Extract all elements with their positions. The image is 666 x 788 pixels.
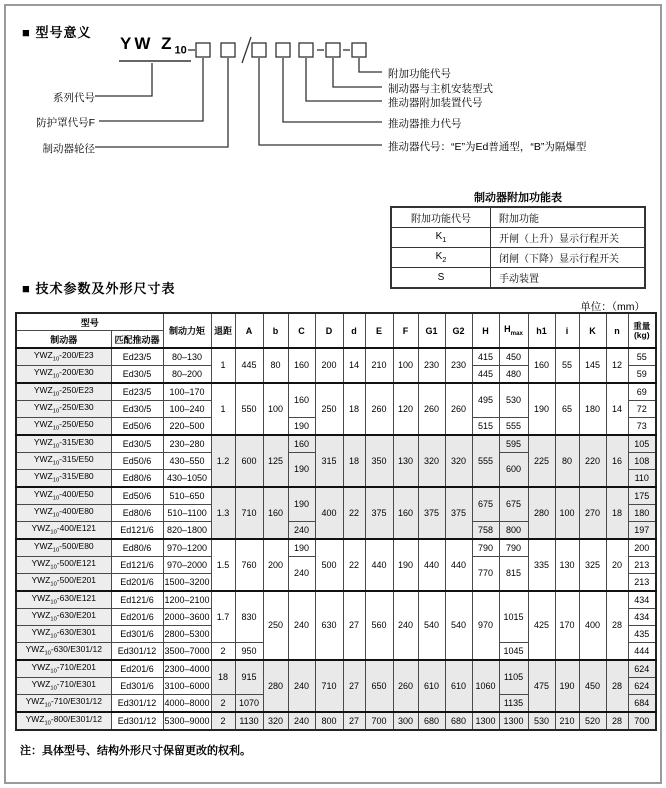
- section-title-spec: ■ 技术参数及外形尺寸表: [22, 281, 176, 296]
- model-cell: $YWZ_{10}-400/E80$: [16, 505, 111, 522]
- value-cell: Ed201/6: [111, 660, 163, 678]
- model-cell: $YWZ_{10}-500/E121$: [16, 557, 111, 574]
- diagram-label-wheel: 制动器轮径: [42, 143, 95, 155]
- value-cell: 624: [628, 660, 656, 678]
- value-cell: 12: [606, 348, 628, 383]
- value-cell: 280: [528, 487, 555, 539]
- value-cell: 190: [288, 539, 315, 557]
- value-cell: 680: [418, 712, 445, 730]
- value-cell: 190: [288, 487, 315, 522]
- value-cell: 213: [628, 574, 656, 592]
- value-cell: Ed23/5: [111, 348, 163, 366]
- model-cell: $YWZ_{10}-315/E80$: [16, 470, 111, 488]
- spec-header-C: C: [288, 313, 315, 348]
- value-cell: 260: [393, 660, 418, 712]
- value-cell: 240: [288, 660, 315, 712]
- function-table-header-code: 附加功能代号: [391, 207, 491, 228]
- value-cell: 250: [263, 591, 288, 660]
- model-cell: $YWZ_{10}-630/E121$: [16, 591, 111, 609]
- section-title-model-meaning: ■ 型号意义: [22, 25, 92, 40]
- value-cell: 530: [528, 712, 555, 730]
- value-cell: 758: [472, 522, 499, 540]
- model-cell: $YWZ_{10}-500/E201$: [16, 574, 111, 592]
- value-cell: 28: [606, 712, 628, 730]
- value-cell: 320: [445, 435, 472, 487]
- value-cell: 270: [579, 487, 606, 539]
- value-cell: 105: [628, 435, 656, 453]
- value-cell: 970–2000: [163, 557, 211, 574]
- value-cell: 430–550: [163, 453, 211, 470]
- value-cell: Ed201/6: [111, 574, 163, 592]
- value-cell: 950: [235, 643, 263, 661]
- value-cell: 1130: [235, 712, 263, 730]
- value-cell: 440: [365, 539, 393, 591]
- model-cell: $YWZ_{10}-630/E201$: [16, 609, 111, 626]
- value-cell: 108: [628, 453, 656, 470]
- spec-header-F: F: [393, 313, 418, 348]
- diagram-label-mount: 制动器与主机安装型式: [388, 83, 493, 95]
- value-cell: Ed121/6: [111, 557, 163, 574]
- value-cell: 400: [315, 487, 343, 539]
- spec-header-weight: [628, 313, 656, 348]
- model-cell: $YWZ_{10}-200/E30$: [16, 366, 111, 384]
- value-cell: Ed201/6: [111, 609, 163, 626]
- value-cell: 28: [606, 660, 628, 712]
- value-cell: 55: [628, 348, 656, 366]
- value-cell: 130: [555, 539, 579, 591]
- value-cell: 1500–3200: [163, 574, 211, 592]
- value-cell: 1300: [472, 712, 499, 730]
- function-code-cell: $K_2$: [391, 248, 491, 268]
- value-cell: 69: [628, 383, 656, 401]
- spec-header-D: D: [315, 313, 343, 348]
- spec-header-n: n: [606, 313, 628, 348]
- value-cell: 170: [555, 591, 579, 660]
- spec-header-i: i: [555, 313, 579, 348]
- value-cell: 530: [499, 383, 528, 418]
- value-cell: 190: [528, 383, 555, 435]
- diagram-label-thruster: 推动器代号：“E”为Ed普通型，“B”为隔爆型: [388, 141, 587, 153]
- value-cell: 800: [315, 712, 343, 730]
- value-cell: 220–500: [163, 418, 211, 436]
- spec-header-K: K: [579, 313, 606, 348]
- value-cell: Ed30/5: [111, 435, 163, 453]
- value-cell: 240: [288, 522, 315, 540]
- value-cell: 22: [343, 539, 365, 591]
- value-cell: 440: [418, 539, 445, 591]
- value-cell: 450: [579, 660, 606, 712]
- value-cell: Ed80/6: [111, 505, 163, 522]
- value-cell: 65: [555, 383, 579, 435]
- function-table-header-func: 附加功能: [491, 207, 646, 228]
- value-cell: 18: [211, 660, 235, 695]
- spec-header-h1: h1: [528, 313, 555, 348]
- value-cell: 555: [472, 435, 499, 487]
- weight-unit: (kg): [633, 329, 650, 340]
- unit-label: 单位：（mm）: [580, 301, 645, 313]
- value-cell: 320: [418, 435, 445, 487]
- value-cell: 120: [393, 383, 418, 435]
- value-cell: 190: [288, 418, 315, 436]
- value-cell: 1105: [499, 660, 528, 695]
- value-cell: 375: [365, 487, 393, 539]
- function-code-cell: S: [391, 268, 491, 289]
- value-cell: 145: [579, 348, 606, 383]
- value-cell: 175: [628, 487, 656, 505]
- value-cell: 970: [472, 591, 499, 660]
- value-cell: 430–1050: [163, 470, 211, 488]
- value-cell: 22: [343, 487, 365, 539]
- model-cell: $YWZ_{10}-710/E301$: [16, 678, 111, 695]
- value-cell: 80–130: [163, 348, 211, 366]
- value-cell: 280: [263, 660, 288, 712]
- value-cell: 375: [418, 487, 445, 539]
- value-cell: 515: [472, 418, 499, 436]
- value-cell: Ed80/6: [111, 539, 163, 557]
- function-table-title: 制动器附加功能表: [474, 192, 562, 204]
- spec-table-row: [16, 348, 656, 366]
- model-cell: $YWZ_{10}-400/E121$: [16, 522, 111, 540]
- value-cell: 80: [555, 435, 579, 487]
- value-cell: 240: [393, 591, 418, 660]
- footnote: 注：具体型号、结构外形尺寸保留更改的权利。: [20, 745, 251, 757]
- diagram-label-thrust: 推动器推力代号: [388, 118, 462, 130]
- value-cell: 230: [445, 348, 472, 383]
- value-cell: 440: [445, 539, 472, 591]
- value-cell: 800: [499, 522, 528, 540]
- value-cell: 520: [579, 712, 606, 730]
- value-cell: 240: [288, 591, 315, 660]
- value-cell: Ed50/6: [111, 453, 163, 470]
- value-cell: 72: [628, 401, 656, 418]
- value-cell: Ed50/6: [111, 487, 163, 505]
- value-cell: 220: [579, 435, 606, 487]
- function-desc-cell: 手动装置: [491, 268, 646, 289]
- value-cell: 480: [499, 366, 528, 384]
- function-code-cell: $K_1$: [391, 228, 491, 248]
- value-cell: 445: [472, 366, 499, 384]
- value-cell: 260: [445, 383, 472, 435]
- value-cell: 200: [315, 348, 343, 383]
- spec-header-gap: 退距: [211, 313, 235, 348]
- value-cell: 180: [579, 383, 606, 435]
- value-cell: 300: [393, 712, 418, 730]
- value-cell: 3100–6000: [163, 678, 211, 695]
- value-cell: 100–170: [163, 383, 211, 401]
- value-cell: 820–1800: [163, 522, 211, 540]
- diagram-label-cover: 防护罩代号F: [36, 117, 95, 129]
- value-cell: 59: [628, 366, 656, 384]
- value-cell: 2: [211, 695, 235, 713]
- value-cell: Ed30/5: [111, 401, 163, 418]
- spec-header-model-group: 型号: [16, 313, 163, 331]
- value-cell: 125: [263, 435, 288, 487]
- value-cell: 540: [418, 591, 445, 660]
- value-cell: 240: [288, 712, 315, 730]
- value-cell: 375: [445, 487, 472, 539]
- hmax-main: H: [504, 324, 511, 335]
- value-cell: 1.2: [211, 435, 235, 487]
- model-cell: $YWZ_{10}-200/E23$: [16, 348, 111, 366]
- value-cell: 555: [499, 418, 528, 436]
- value-cell: 2000–3600: [163, 609, 211, 626]
- value-cell: 970–1200: [163, 539, 211, 557]
- value-cell: 335: [528, 539, 555, 591]
- value-cell: 230: [418, 348, 445, 383]
- value-cell: 2300–4000: [163, 660, 211, 678]
- spec-table-row: [16, 539, 656, 557]
- function-table-row: [391, 268, 645, 289]
- value-cell: 1060: [472, 660, 499, 712]
- spec-header-d: d: [343, 313, 365, 348]
- spec-table-row: [16, 591, 656, 609]
- value-cell: 550: [235, 383, 263, 435]
- value-cell: Ed121/6: [111, 522, 163, 540]
- model-cell: $YWZ_{10}-800/E301/12$: [16, 712, 111, 730]
- value-cell: 790: [499, 539, 528, 557]
- value-cell: 18: [343, 435, 365, 487]
- value-cell: 100: [393, 348, 418, 383]
- weight-label: 重量: [633, 320, 651, 331]
- value-cell: 560: [365, 591, 393, 660]
- value-cell: 14: [606, 383, 628, 435]
- value-cell: 160: [263, 487, 288, 539]
- value-cell: 320: [263, 712, 288, 730]
- model-sub: 10: [174, 44, 187, 57]
- value-cell: 3500–7000: [163, 643, 211, 661]
- value-cell: 630: [315, 591, 343, 660]
- value-cell: 160: [393, 487, 418, 539]
- value-cell: 500: [315, 539, 343, 591]
- value-cell: 1: [211, 383, 235, 435]
- value-cell: 160: [288, 348, 315, 383]
- value-cell: 210: [365, 348, 393, 383]
- diagram-label-addfunc: 附加功能代号: [388, 68, 451, 80]
- value-cell: 444: [628, 643, 656, 661]
- value-cell: 160: [288, 435, 315, 453]
- value-cell: 650: [365, 660, 393, 712]
- diagram-label-series: 系列代号: [53, 92, 95, 104]
- value-cell: 130: [393, 435, 418, 487]
- value-cell: 1070: [235, 695, 263, 713]
- model-code-text: [120, 34, 187, 56]
- value-cell: 325: [579, 539, 606, 591]
- value-cell: 1045: [499, 643, 528, 661]
- function-desc-cell: 开闸（上升）显示行程开关: [491, 228, 646, 248]
- value-cell: 790: [472, 539, 499, 557]
- value-cell: Ed301/12: [111, 712, 163, 730]
- value-cell: Ed80/6: [111, 470, 163, 488]
- model-cell: $YWZ_{10}-400/E50$: [16, 487, 111, 505]
- value-cell: 315: [315, 435, 343, 487]
- value-cell: 450: [499, 348, 528, 366]
- spec-header-brake: 制动器: [16, 331, 111, 349]
- value-cell: 1015: [499, 591, 528, 643]
- value-cell: 190: [288, 453, 315, 488]
- value-cell: 197: [628, 522, 656, 540]
- hmax-sub: max: [510, 329, 523, 337]
- value-cell: 1: [211, 348, 235, 383]
- model-cell: $YWZ_{10}-630/E301/12$: [16, 643, 111, 661]
- value-cell: 710: [235, 487, 263, 539]
- value-cell: 2800–5300: [163, 626, 211, 643]
- value-cell: 1.3: [211, 487, 235, 539]
- model-cell: $YWZ_{10}-315/E30$: [16, 435, 111, 453]
- function-table-header-row: [391, 207, 645, 228]
- value-cell: 434: [628, 591, 656, 609]
- value-cell: 55: [555, 348, 579, 383]
- model-cell: $YWZ_{10}-500/E80$: [16, 539, 111, 557]
- value-cell: 1200–2100: [163, 591, 211, 609]
- value-cell: 18: [343, 383, 365, 435]
- value-cell: Ed301/6: [111, 678, 163, 695]
- value-cell: 915: [235, 660, 263, 695]
- value-cell: 16: [606, 435, 628, 487]
- value-cell: 510–1100: [163, 505, 211, 522]
- value-cell: 190: [555, 660, 579, 712]
- spec-table: [15, 312, 657, 731]
- value-cell: 600: [235, 435, 263, 487]
- model-cell: $YWZ_{10}-250/E23$: [16, 383, 111, 401]
- spec-header-G1: G1: [418, 313, 445, 348]
- value-cell: 830: [235, 591, 263, 643]
- value-cell: 27: [343, 660, 365, 712]
- value-cell: 2: [211, 643, 235, 661]
- value-cell: Ed50/6: [111, 418, 163, 436]
- value-cell: 610: [445, 660, 472, 712]
- value-cell: 225: [528, 435, 555, 487]
- spec-header-thruster: 匹配推动器: [111, 331, 163, 349]
- spec-table-row: [16, 435, 656, 453]
- value-cell: 210: [555, 712, 579, 730]
- value-cell: 434: [628, 609, 656, 626]
- value-cell: 684: [628, 695, 656, 713]
- value-cell: 510–650: [163, 487, 211, 505]
- value-cell: 73: [628, 418, 656, 436]
- value-cell: 1.7: [211, 591, 235, 643]
- model-cell: $YWZ_{10}-250/E50$: [16, 418, 111, 436]
- value-cell: Ed301/6: [111, 626, 163, 643]
- function-table-row: [391, 248, 645, 268]
- value-cell: 28: [606, 591, 628, 660]
- function-desc-cell: 闭闸（下降）显示行程开关: [491, 248, 646, 268]
- spec-header-b: b: [263, 313, 288, 348]
- value-cell: 27: [343, 712, 365, 730]
- value-cell: 260: [365, 383, 393, 435]
- value-cell: 190: [393, 539, 418, 591]
- value-cell: 815: [499, 557, 528, 592]
- spec-header-torque: 制动力矩: [163, 313, 211, 348]
- brake-function-table: [390, 206, 646, 289]
- value-cell: Ed23/5: [111, 383, 163, 401]
- spec-header-G2: G2: [445, 313, 472, 348]
- value-cell: 230–280: [163, 435, 211, 453]
- value-cell: 425: [528, 591, 555, 660]
- value-cell: 710: [315, 660, 343, 712]
- value-cell: 700: [628, 712, 656, 730]
- model-prefix: YW Z: [120, 34, 175, 53]
- value-cell: 160: [288, 383, 315, 418]
- value-cell: 100: [263, 383, 288, 435]
- value-cell: Ed301/12: [111, 643, 163, 661]
- model-cell: $YWZ_{10}-250/E30$: [16, 401, 111, 418]
- value-cell: 240: [288, 557, 315, 592]
- value-cell: 18: [606, 487, 628, 539]
- value-cell: 680: [445, 712, 472, 730]
- value-cell: 624: [628, 678, 656, 695]
- value-cell: 14: [343, 348, 365, 383]
- model-cell: $YWZ_{10}-710/E301/12$: [16, 695, 111, 713]
- value-cell: 1.5: [211, 539, 235, 591]
- value-cell: 475: [528, 660, 555, 712]
- value-cell: 400: [579, 591, 606, 660]
- value-cell: 5300–9000: [163, 712, 211, 730]
- value-cell: 160: [528, 348, 555, 383]
- value-cell: 4000–8000: [163, 695, 211, 713]
- value-cell: 415: [472, 348, 499, 366]
- value-cell: 20: [606, 539, 628, 591]
- value-cell: 760: [235, 539, 263, 591]
- value-cell: 213: [628, 557, 656, 574]
- value-cell: 80: [263, 348, 288, 383]
- value-cell: 700: [365, 712, 393, 730]
- model-cell: $YWZ_{10}-710/E201$: [16, 660, 111, 678]
- value-cell: 2: [211, 712, 235, 730]
- value-cell: 100: [555, 487, 579, 539]
- value-cell: 675: [472, 487, 499, 522]
- value-cell: 610: [418, 660, 445, 712]
- model-cell: $YWZ_{10}-315/E50$: [16, 453, 111, 470]
- value-cell: 180: [628, 505, 656, 522]
- spec-header-H: H: [472, 313, 499, 348]
- spec-header-A: A: [235, 313, 263, 348]
- value-cell: Ed30/5: [111, 366, 163, 384]
- spec-header-row-1: [16, 313, 656, 331]
- value-cell: 100–240: [163, 401, 211, 418]
- spec-table-row: [16, 712, 656, 730]
- spec-header-Hmax: [499, 313, 528, 348]
- value-cell: 600: [499, 453, 528, 488]
- value-cell: 250: [315, 383, 343, 435]
- spec-header-E: E: [365, 313, 393, 348]
- value-cell: 675: [499, 487, 528, 522]
- value-cell: 80–200: [163, 366, 211, 384]
- diagram-label-attachment: 推动器附加装置代号: [388, 97, 483, 109]
- value-cell: 1300: [499, 712, 528, 730]
- value-cell: 495: [472, 383, 499, 418]
- spec-table-row: [16, 383, 656, 401]
- value-cell: 540: [445, 591, 472, 660]
- value-cell: 110: [628, 470, 656, 488]
- value-cell: 595: [499, 435, 528, 453]
- spec-table-row: [16, 487, 656, 505]
- value-cell: 27: [343, 591, 365, 660]
- value-cell: Ed301/12: [111, 695, 163, 713]
- value-cell: 445: [235, 348, 263, 383]
- value-cell: 200: [263, 539, 288, 591]
- value-cell: 435: [628, 626, 656, 643]
- value-cell: 770: [472, 557, 499, 592]
- spec-table-row: [16, 660, 656, 678]
- value-cell: 260: [418, 383, 445, 435]
- model-cell: $YWZ_{10}-630/E301$: [16, 626, 111, 643]
- value-cell: 350: [365, 435, 393, 487]
- function-table-row: [391, 228, 645, 248]
- value-cell: Ed121/6: [111, 591, 163, 609]
- value-cell: 1135: [499, 695, 528, 713]
- value-cell: 200: [628, 539, 656, 557]
